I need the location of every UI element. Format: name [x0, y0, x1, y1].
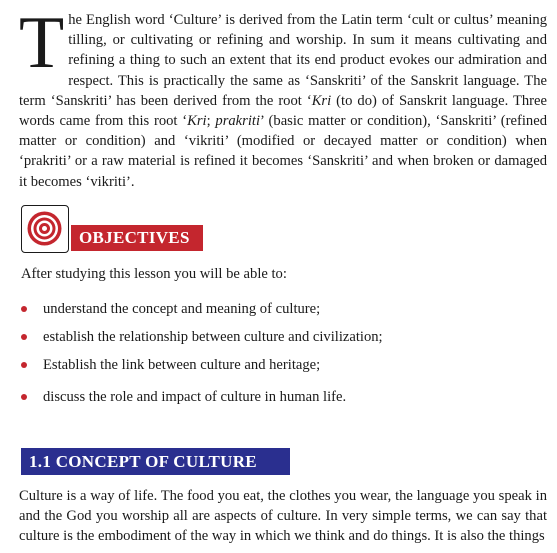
intro-text-part-1: he English word ‘Culture’ is derived from the Latin term ‘cult or cultus’ meaning tilling, or cultivating or refining and worship. In sum it means cultivating and refining a thing to such an extent that its end product evokes our admiration and respect. This is practically the same as ‘Sanskriti’ of the Sanskrit language. The term ‘Sanskriti’ has been derived from the root ‘: [19, 12, 547, 109]
objective-text: establish the relationship between culture and civilization;: [43, 329, 383, 345]
intro-text-part-2: (to do) of Sanskrit language. Three words came from this root ‘: [19, 92, 547, 130]
objective-text: discuss the role and impact of culture in human life.: [43, 389, 347, 405]
section-heading: 1.1 CONCEPT OF CULTURE: [21, 448, 290, 475]
intro-paragraph: [19, 2, 547, 192]
section-paragraph: Culture is a way of life. The food you eat, the clothes you wear, the language you speak in and the God you worship all are aspects of culture. In very simple terms, we can say that culture is the embodiment of the way in which we think and do things. It is also the things: [19, 488, 547, 545]
bullet-icon: [21, 394, 27, 400]
intro-italic-kri: Kri: [311, 92, 332, 109]
intro-text-part-4: ’ (basic matter or condition), ‘Sanskriti’ (refined matter or condition) and ‘vikriti’ (modified or decayed matter or condition) when ‘prakriti’ or a raw material is refined it becomes ‘Sanskriti’ and when broken or damaged it becomes ‘vikriti’.: [19, 113, 547, 190]
list-item: [21, 327, 383, 347]
bullet-icon: [21, 362, 27, 368]
intro-text-part-3: ;: [206, 113, 216, 130]
intro-italic-prakriti: prakriti: [215, 113, 260, 130]
objectives-intro: After studying this lesson you will be able to:: [21, 266, 287, 282]
objective-text: Establish the link between culture and heritage;: [43, 357, 321, 373]
bullet-icon: [21, 334, 27, 340]
target-icon: [21, 205, 69, 253]
intro-italic-kri-2: Kri: [187, 113, 207, 130]
list-item: [21, 299, 320, 319]
objective-text: understand the concept and meaning of culture;: [43, 301, 321, 317]
list-item: [21, 387, 346, 407]
drop-cap: T: [19, 2, 65, 84]
objectives-heading: OBJECTIVES: [71, 225, 203, 251]
list-item: [21, 355, 320, 375]
bullet-icon: [21, 306, 27, 312]
intro-text: [19, 2, 547, 192]
